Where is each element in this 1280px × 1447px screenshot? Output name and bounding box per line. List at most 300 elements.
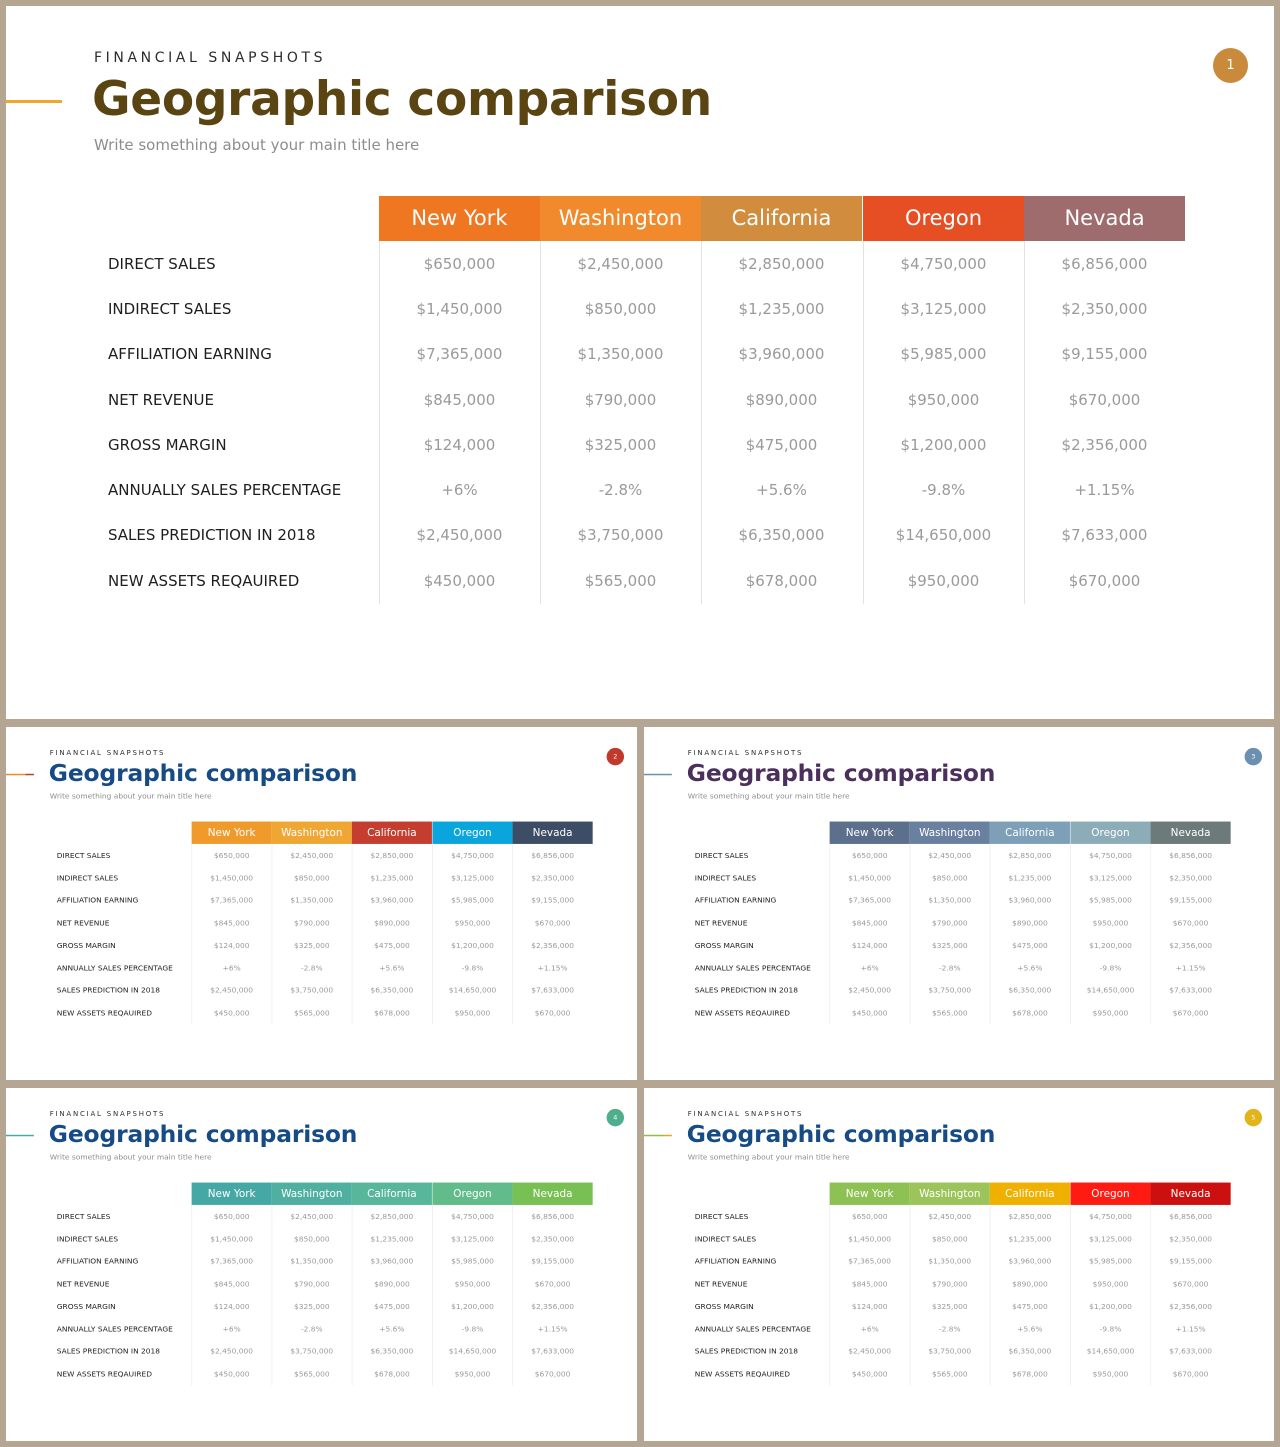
row-label: ANNUALLY SALES PERCENTAGE [56, 963, 173, 973]
table-cell: $1,450,000 [848, 873, 892, 883]
table-cell: $475,000 [1012, 1301, 1048, 1311]
table-cell: $475,000 [745, 436, 818, 454]
row-label: NEW ASSETS REQAUIRED [56, 1008, 152, 1018]
page-title: Geographic comparison [48, 1120, 358, 1149]
table-cell: $9,155,000 [1169, 895, 1212, 905]
row-label: NET REVENUE [56, 918, 110, 928]
row-label: DIRECT SALES [694, 850, 749, 860]
row-label: SALES PREDICTION IN 2018 [56, 985, 161, 995]
table-cell: $650,000 [851, 1211, 888, 1221]
row-label: AFFILIATION EARNING [694, 895, 777, 905]
table-cell: $5,985,000 [900, 345, 987, 363]
table-cell: $670,000 [534, 918, 571, 928]
table-cell: +5.6% [756, 481, 807, 499]
slide-1 [6, 6, 1274, 719]
table-cell: $5,985,000 [1089, 1256, 1132, 1266]
table-cell: $950,000 [907, 391, 980, 409]
table-cell: $6,350,000 [370, 1346, 414, 1356]
table-cell: $3,750,000 [290, 1346, 334, 1356]
row-label: NEW ASSETS REQAUIRED [108, 572, 300, 590]
table-cell: $7,633,000 [1061, 526, 1148, 544]
table-cell: $3,960,000 [370, 895, 414, 905]
table-cell: $325,000 [931, 940, 968, 950]
page-subtitle: Write something about your main title here [687, 791, 850, 801]
table-cell: $6,856,000 [1169, 850, 1212, 860]
table-cell: $2,850,000 [370, 1211, 414, 1221]
table-cell: $2,450,000 [848, 1346, 892, 1356]
table-cell: $850,000 [584, 300, 657, 318]
column-header-california: California [701, 196, 862, 241]
table-cell: $3,750,000 [290, 985, 334, 995]
table-cell: $6,856,000 [531, 850, 574, 860]
column-header-oregon: Oregon [432, 1183, 512, 1205]
table-cell: $670,000 [1172, 1008, 1209, 1018]
table-cell: $2,850,000 [370, 850, 414, 860]
table-cell: $3,125,000 [1089, 1234, 1132, 1244]
table-cell: -9.8% [461, 963, 484, 973]
table-cell: $4,750,000 [451, 1211, 494, 1221]
table-cell: $7,365,000 [210, 895, 254, 905]
row-label: AFFILIATION EARNING [56, 895, 139, 905]
table-cell: +6% [860, 1324, 879, 1334]
row-label: NET REVENUE [694, 918, 748, 928]
table-cell: +1.15% [537, 963, 568, 973]
page-subtitle: Write something about your main title here [49, 791, 212, 801]
table-cell: $670,000 [1172, 1369, 1209, 1379]
table-cell: $7,633,000 [531, 1346, 574, 1356]
table-cell: $9,155,000 [1169, 1256, 1212, 1266]
table-cell: $3,960,000 [1008, 1256, 1052, 1266]
table-cell: $3,125,000 [451, 873, 494, 883]
table-cell: +1.15% [1175, 963, 1206, 973]
table-cell: $950,000 [1092, 918, 1129, 928]
table-cell: $670,000 [1172, 1279, 1209, 1289]
slide-content [644, 1088, 1274, 1441]
slide-number-badge: 2 [607, 748, 624, 765]
table-cell: $678,000 [745, 572, 818, 590]
table-cell: $1,235,000 [738, 300, 825, 318]
row-label: AFFILIATION EARNING [56, 1256, 139, 1266]
table-cell: $950,000 [454, 918, 491, 928]
table-cell: $670,000 [534, 1279, 571, 1289]
slide-2 [6, 727, 637, 1080]
table-cell: $9,155,000 [1061, 345, 1148, 363]
table-cell: -9.8% [921, 481, 966, 499]
table-cell: +6% [441, 481, 478, 499]
column-divider [379, 241, 380, 604]
table-cell: $2,450,000 [210, 985, 254, 995]
row-label: ANNUALLY SALES PERCENTAGE [108, 481, 342, 499]
column-header-washington: Washington [272, 822, 352, 844]
table-cell: $1,200,000 [451, 940, 494, 950]
table-cell: $14,650,000 [448, 985, 497, 995]
table-cell: $6,856,000 [1169, 1211, 1212, 1221]
table-cell: $7,633,000 [1169, 1346, 1212, 1356]
table-cell: $7,633,000 [531, 985, 574, 995]
row-label: SALES PREDICTION IN 2018 [694, 985, 799, 995]
table-cell: -2.8% [598, 481, 643, 499]
column-header-california: California [352, 1183, 432, 1205]
table-cell: $670,000 [1068, 391, 1141, 409]
table-cell: $6,856,000 [531, 1211, 574, 1221]
table-cell: $790,000 [293, 918, 330, 928]
table-cell: $850,000 [293, 873, 330, 883]
table-cell: $1,200,000 [900, 436, 987, 454]
kicker-text: FINANCIAL SNAPSHOTS [687, 748, 804, 757]
table-cell: -2.8% [300, 1324, 323, 1334]
table-cell: $2,450,000 [577, 255, 664, 273]
slide-5 [644, 1088, 1274, 1441]
table-cell: $2,356,000 [1169, 1301, 1212, 1311]
table-cell: $7,365,000 [848, 895, 892, 905]
table-cell: $650,000 [213, 850, 250, 860]
table-cell: $2,350,000 [1169, 873, 1212, 883]
table-cell: $565,000 [293, 1008, 330, 1018]
table-cell: $670,000 [1068, 572, 1141, 590]
column-header-new-york: New York [379, 196, 540, 241]
table-cell: $845,000 [213, 1279, 250, 1289]
table-cell: $3,125,000 [900, 300, 987, 318]
table-cell: $2,450,000 [290, 1211, 334, 1221]
table-cell: $1,450,000 [210, 873, 254, 883]
table-cell: +1.15% [1074, 481, 1135, 499]
table-cell: $1,235,000 [370, 1234, 414, 1244]
column-header-oregon: Oregon [863, 196, 1024, 241]
table-cell: $565,000 [931, 1008, 968, 1018]
table-cell: $124,000 [213, 940, 250, 950]
table-cell: $1,350,000 [928, 895, 972, 905]
table-cell: $325,000 [293, 1301, 330, 1311]
table-cell: $650,000 [213, 1211, 250, 1221]
row-label: AFFILIATION EARNING [108, 345, 272, 363]
table-cell: $475,000 [374, 940, 410, 950]
table-cell: $845,000 [851, 1279, 888, 1289]
table-cell: $475,000 [374, 1301, 410, 1311]
table-cell: +5.6% [379, 1324, 405, 1334]
table-cell: $450,000 [213, 1008, 250, 1018]
table-cell: $4,750,000 [451, 850, 494, 860]
table-cell: $7,365,000 [848, 1256, 892, 1266]
column-header-washington: Washington [272, 1183, 352, 1205]
row-label: INDIRECT SALES [56, 1234, 119, 1244]
table-cell: $1,350,000 [290, 1256, 334, 1266]
table-cell: $890,000 [1012, 1279, 1048, 1289]
slide-number-badge: 3 [1245, 748, 1262, 765]
column-header-nevada: Nevada [1151, 822, 1231, 844]
kicker-text: FINANCIAL SNAPSHOTS [49, 748, 166, 757]
table-cell: $1,200,000 [451, 1301, 494, 1311]
table-cell: $1,200,000 [1089, 940, 1132, 950]
table-cell: $2,450,000 [848, 985, 892, 995]
table-cell: $890,000 [374, 1279, 410, 1289]
kicker-text: FINANCIAL SNAPSHOTS [49, 1109, 166, 1118]
table-cell: $7,365,000 [416, 345, 503, 363]
slide-3 [644, 727, 1274, 1080]
table-cell: $790,000 [931, 918, 968, 928]
column-header-nevada: Nevada [513, 822, 593, 844]
table-cell: $950,000 [1092, 1279, 1129, 1289]
table-cell: -9.8% [461, 1324, 484, 1334]
kicker-text: FINANCIAL SNAPSHOTS [687, 1109, 804, 1118]
row-label: DIRECT SALES [108, 255, 216, 273]
table-cell: $6,350,000 [1008, 1346, 1052, 1356]
table-cell: $4,750,000 [1089, 1211, 1132, 1221]
table-cell: $1,235,000 [370, 873, 414, 883]
table-cell: $650,000 [851, 850, 888, 860]
table-cell: $950,000 [454, 1369, 491, 1379]
table-cell: $890,000 [745, 391, 818, 409]
table-cell: $670,000 [534, 1008, 571, 1018]
table-cell: $3,960,000 [738, 345, 825, 363]
table-cell: $9,155,000 [531, 895, 574, 905]
table-cell: $790,000 [931, 1279, 968, 1289]
table-cell: $3,125,000 [1089, 873, 1132, 883]
slide-content [6, 727, 637, 1080]
table-cell: $2,450,000 [416, 526, 503, 544]
table-cell: $790,000 [584, 391, 657, 409]
column-header-california: California [990, 1183, 1070, 1205]
table-cell: -2.8% [938, 1324, 961, 1334]
row-label: INDIRECT SALES [108, 300, 232, 318]
table-cell: $2,350,000 [531, 873, 574, 883]
row-label: NEW ASSETS REQAUIRED [694, 1008, 790, 1018]
table-cell: $124,000 [851, 1301, 888, 1311]
table-cell: $950,000 [1092, 1008, 1129, 1018]
column-header-california: California [990, 822, 1070, 844]
column-header-nevada: Nevada [513, 1183, 593, 1205]
table-cell: $678,000 [374, 1369, 410, 1379]
table-cell: $450,000 [423, 572, 496, 590]
kicker-text: FINANCIAL SNAPSHOTS [94, 50, 327, 66]
table-cell: $1,235,000 [1008, 873, 1052, 883]
page-title: Geographic comparison [92, 72, 712, 127]
table-cell: $2,356,000 [1061, 436, 1148, 454]
table-cell: $5,985,000 [1089, 895, 1132, 905]
column-divider [540, 241, 541, 604]
table-cell: $124,000 [423, 436, 496, 454]
slide-number-badge: 4 [607, 1109, 624, 1126]
table-cell: -2.8% [300, 963, 323, 973]
column-header-oregon: Oregon [1070, 822, 1150, 844]
column-header-nevada: Nevada [1151, 1183, 1231, 1205]
table-cell: $325,000 [931, 1301, 968, 1311]
table-cell: $890,000 [1012, 918, 1048, 928]
column-header-oregon: Oregon [432, 822, 512, 844]
column-header-oregon: Oregon [1070, 1183, 1150, 1205]
table-cell: $2,350,000 [531, 1234, 574, 1244]
table-cell: $14,650,000 [448, 1346, 497, 1356]
table-cell: $2,850,000 [1008, 850, 1052, 860]
page-subtitle: Write something about your main title here [49, 1152, 212, 1162]
table-cell: $3,960,000 [1008, 895, 1052, 905]
table-cell: +1.15% [1175, 1324, 1206, 1334]
column-header-washington: Washington [910, 1183, 990, 1205]
table-cell: $950,000 [907, 572, 980, 590]
slide-number-badge: 1 [1213, 48, 1248, 83]
table-cell: $1,450,000 [416, 300, 503, 318]
table-cell: $850,000 [931, 873, 968, 883]
table-cell: $3,750,000 [577, 526, 664, 544]
table-cell: +5.6% [1017, 1324, 1043, 1334]
column-header-new-york: New York [830, 822, 910, 844]
table-cell: $450,000 [213, 1369, 250, 1379]
table-cell: $2,850,000 [1008, 1211, 1052, 1221]
row-label: NET REVENUE [56, 1279, 110, 1289]
page-subtitle: Write something about your main title here [94, 136, 420, 154]
column-divider [701, 241, 702, 604]
title-accent-line [6, 1135, 34, 1136]
slide-number-badge: 5 [1245, 1109, 1262, 1126]
table-cell: $4,750,000 [900, 255, 987, 273]
table-cell: $3,750,000 [928, 1346, 972, 1356]
table-cell: $3,750,000 [928, 985, 972, 995]
table-cell: $565,000 [584, 572, 657, 590]
table-cell: $450,000 [851, 1008, 888, 1018]
row-label: DIRECT SALES [694, 1211, 749, 1221]
title-accent-line [6, 100, 62, 103]
table-cell: $2,450,000 [290, 850, 334, 860]
table-cell: $14,650,000 [1086, 1346, 1135, 1356]
row-label: INDIRECT SALES [56, 873, 119, 883]
table-cell: $4,750,000 [1089, 850, 1132, 860]
table-cell: $845,000 [213, 918, 250, 928]
slide-4 [6, 1088, 637, 1441]
table-cell: -2.8% [938, 963, 961, 973]
table-cell: $2,356,000 [531, 940, 574, 950]
row-label: SALES PREDICTION IN 2018 [56, 1346, 161, 1356]
column-divider [863, 241, 864, 604]
table-cell: $450,000 [851, 1369, 888, 1379]
table-cell: $1,350,000 [290, 895, 334, 905]
table-cell: $650,000 [423, 255, 496, 273]
row-label: ANNUALLY SALES PERCENTAGE [694, 1324, 811, 1334]
table-cell: $950,000 [454, 1008, 491, 1018]
table-cell: $850,000 [931, 1234, 968, 1244]
table-cell: $845,000 [851, 918, 888, 928]
table-cell: $1,235,000 [1008, 1234, 1052, 1244]
table-cell: +6% [222, 1324, 241, 1334]
table-cell: $124,000 [213, 1301, 250, 1311]
row-label: GROSS MARGIN [56, 940, 116, 950]
table-cell: $5,985,000 [451, 1256, 494, 1266]
column-header-california: California [352, 822, 432, 844]
table-cell: $6,350,000 [1008, 985, 1052, 995]
table-cell: $2,450,000 [928, 850, 972, 860]
row-label: SALES PREDICTION IN 2018 [108, 526, 316, 544]
column-header-washington: Washington [910, 822, 990, 844]
table-cell: $1,350,000 [928, 1256, 972, 1266]
table-cell: $2,850,000 [738, 255, 825, 273]
slide-content [6, 1088, 637, 1441]
table-cell: +5.6% [379, 963, 405, 973]
column-header-new-york: New York [192, 1183, 272, 1205]
row-label: GROSS MARGIN [108, 436, 227, 454]
row-label: GROSS MARGIN [694, 940, 754, 950]
row-label: INDIRECT SALES [694, 873, 757, 883]
row-label: INDIRECT SALES [694, 1234, 757, 1244]
column-header-washington: Washington [540, 196, 701, 241]
table-cell: -9.8% [1099, 963, 1122, 973]
table-cell: $3,125,000 [451, 1234, 494, 1244]
page-title: Geographic comparison [686, 1120, 996, 1149]
table-cell: $565,000 [931, 1369, 968, 1379]
table-cell: $1,200,000 [1089, 1301, 1132, 1311]
table-cell: $678,000 [374, 1008, 410, 1018]
table-cell: $2,350,000 [1169, 1234, 1212, 1244]
row-label: ANNUALLY SALES PERCENTAGE [56, 1324, 173, 1334]
slide-content [644, 727, 1274, 1080]
table-cell: $325,000 [293, 940, 330, 950]
page-title: Geographic comparison [686, 759, 996, 788]
table-cell: $3,960,000 [370, 1256, 414, 1266]
table-cell: $9,155,000 [531, 1256, 574, 1266]
table-cell: $670,000 [534, 1369, 571, 1379]
row-label: GROSS MARGIN [694, 1301, 754, 1311]
table-cell: $6,350,000 [370, 985, 414, 995]
table-cell: $1,450,000 [210, 1234, 254, 1244]
row-label: DIRECT SALES [56, 850, 111, 860]
table-cell: $1,450,000 [848, 1234, 892, 1244]
row-label: NEW ASSETS REQAUIRED [56, 1369, 152, 1379]
table-cell: $950,000 [454, 1279, 491, 1289]
table-cell: $14,650,000 [1086, 985, 1135, 995]
table-cell: $790,000 [293, 1279, 330, 1289]
table-cell: $5,985,000 [451, 895, 494, 905]
table-cell: $850,000 [293, 1234, 330, 1244]
column-header-nevada: Nevada [1024, 196, 1185, 241]
table-cell: $14,650,000 [895, 526, 992, 544]
table-cell: $890,000 [374, 918, 410, 928]
table-cell: $124,000 [851, 940, 888, 950]
table-cell: +5.6% [1017, 963, 1043, 973]
row-label: ANNUALLY SALES PERCENTAGE [694, 963, 811, 973]
table-cell: $678,000 [1012, 1369, 1048, 1379]
row-label: DIRECT SALES [56, 1211, 111, 1221]
row-label: GROSS MARGIN [56, 1301, 116, 1311]
row-label: NEW ASSETS REQAUIRED [694, 1369, 790, 1379]
table-cell: $670,000 [1172, 918, 1209, 928]
title-accent-line [644, 774, 672, 775]
table-cell: +6% [860, 963, 879, 973]
table-cell: $6,856,000 [1061, 255, 1148, 273]
table-cell: $1,350,000 [577, 345, 664, 363]
row-label: NET REVENUE [108, 391, 214, 409]
column-header-new-york: New York [830, 1183, 910, 1205]
table-cell: $475,000 [1012, 940, 1048, 950]
title-accent-line [644, 1135, 672, 1136]
table-cell: $2,356,000 [1169, 940, 1212, 950]
table-cell: $2,350,000 [1061, 300, 1148, 318]
title-accent-line [6, 774, 34, 775]
table-cell: $6,350,000 [738, 526, 825, 544]
table-cell: $2,450,000 [928, 1211, 972, 1221]
row-label: SALES PREDICTION IN 2018 [694, 1346, 799, 1356]
table-cell: $950,000 [1092, 1369, 1129, 1379]
column-divider [1024, 241, 1025, 604]
column-header-new-york: New York [192, 822, 272, 844]
table-cell: +1.15% [537, 1324, 568, 1334]
table-cell: $845,000 [423, 391, 496, 409]
slide-content [6, 6, 1274, 719]
page-subtitle: Write something about your main title here [687, 1152, 850, 1162]
page-title: Geographic comparison [48, 759, 358, 788]
table-cell: $2,450,000 [210, 1346, 254, 1356]
table-cell: $325,000 [584, 436, 657, 454]
row-label: NET REVENUE [694, 1279, 748, 1289]
table-cell: -9.8% [1099, 1324, 1122, 1334]
table-cell: $678,000 [1012, 1008, 1048, 1018]
table-cell: $565,000 [293, 1369, 330, 1379]
